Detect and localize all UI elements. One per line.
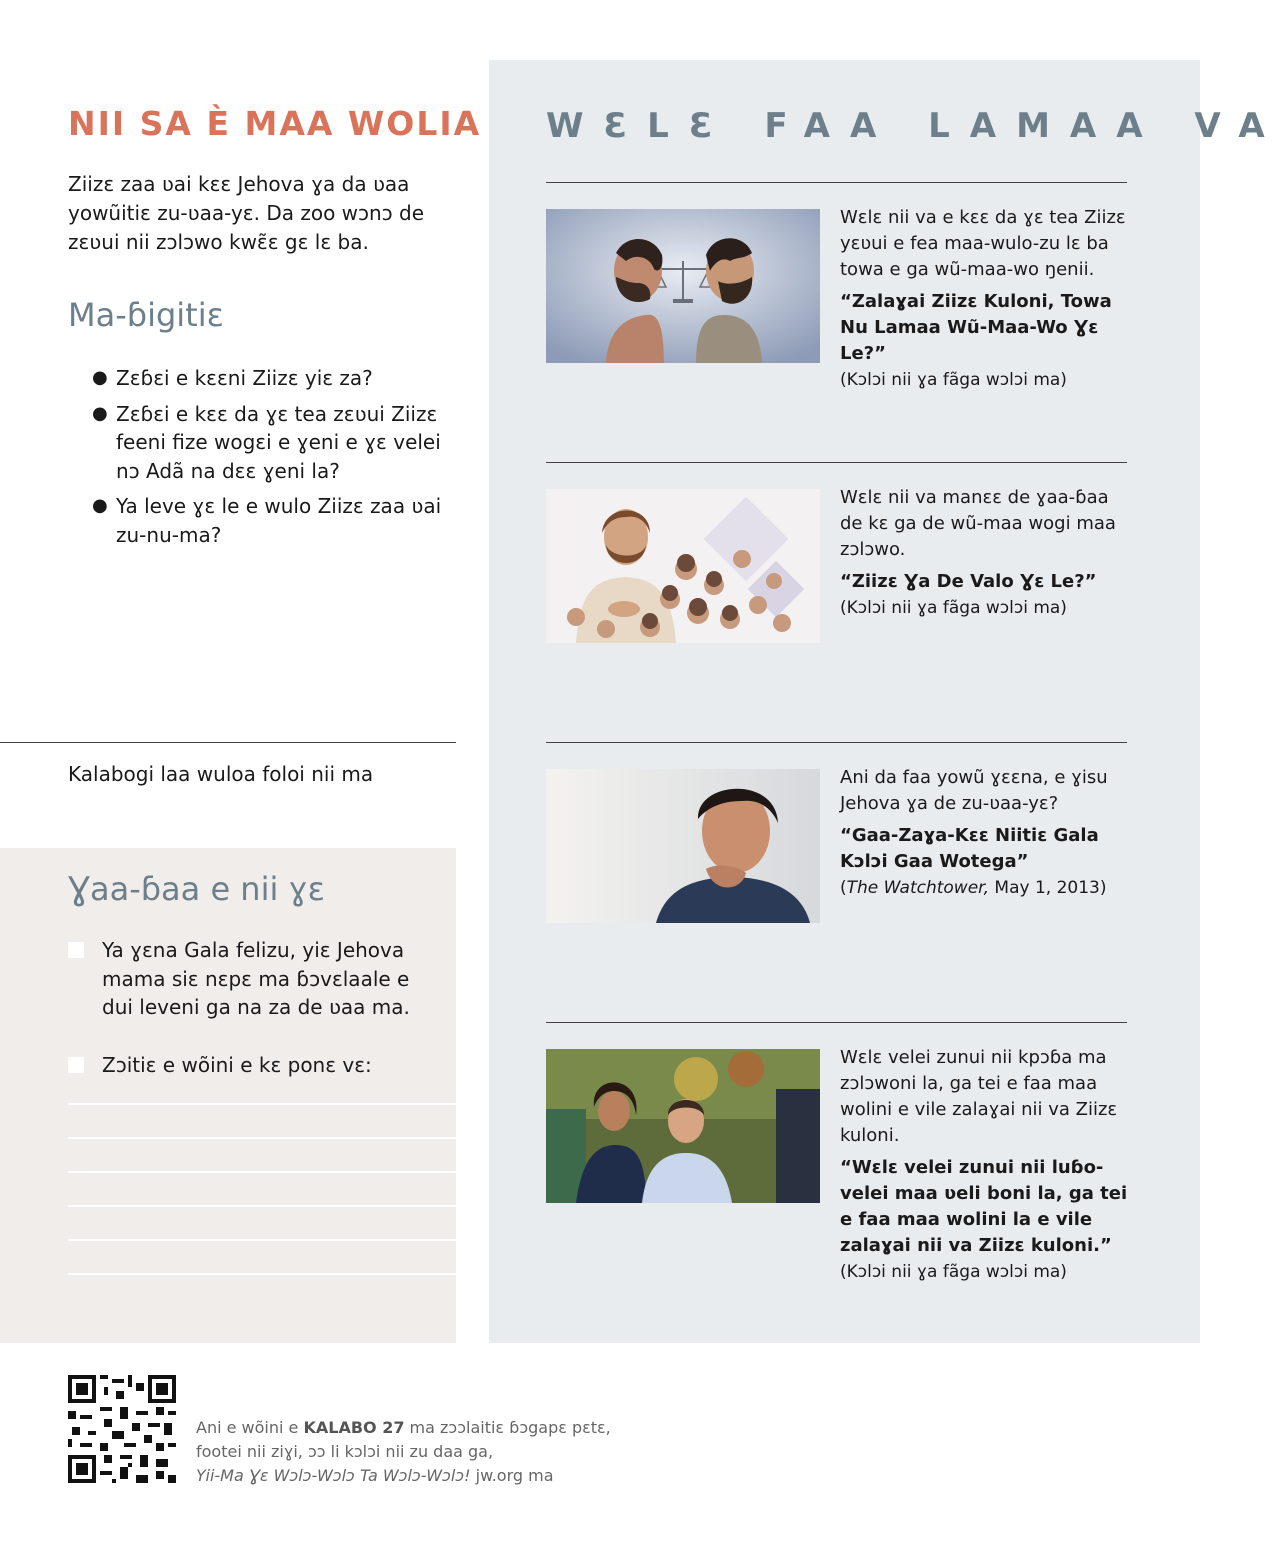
writing-line[interactable] <box>68 1171 456 1173</box>
divider <box>546 742 1127 743</box>
divider <box>546 1022 1127 1023</box>
group-conversation-image <box>546 1049 820 1203</box>
footer-line-text: Ani e wõini e <box>196 1418 304 1437</box>
explore-item-source <box>840 875 1135 901</box>
goal-item[interactable] <box>68 936 428 1022</box>
review-question-text: Zɛɓɛi e kɛɛ da ɣɛ tea zɛʋui Ziizɛ feeni fize wogɛi e ɣeni e ɣɛ velei nɔ Adã na dɛɛ ɣeni la? <box>116 401 441 483</box>
goal-item-text: Ya ɣɛna Gala felizu, yiɛ Jehova mama siɛ nɛpɛ ma ɓɔvɛlaale e dui leveni ga na za de ʋaa ma. <box>102 938 410 1019</box>
review-list <box>90 364 450 556</box>
goal-heading: Ɣaa-ɓaa e nii ɣɛ <box>68 870 325 908</box>
footer-line <box>196 1464 716 1488</box>
man-praying-image <box>546 769 820 923</box>
checkbox[interactable] <box>68 1057 84 1073</box>
explore-item-title[interactable]: “Ziizɛ Ɣa De Valo Ɣɛ Le?” <box>840 571 1097 592</box>
explore-item <box>840 765 1135 901</box>
footer-text <box>196 1416 716 1488</box>
summary-text: Ziizɛ zaa ʋai kɛɛ Jehova ɣa da ʋaa yowũitiɛ zu-ʋaa-yɛ. Da zoo wɔnɔ de zɛʋui nii zɔlɔwo kwɛ̃ɛ gɛ lɛ ba. <box>68 172 425 254</box>
review-question <box>90 400 450 486</box>
goal-item-text: Zɔitiɛ e wõini e kɛ ponɛ vɛ: <box>102 1053 372 1077</box>
qr-code-icon[interactable] <box>68 1375 176 1483</box>
notes-label: Kalabogi laa wuloa foloi nii ma <box>68 762 374 786</box>
explore-heading: WƐLƐ FAA LAMAA VA <box>546 106 1285 146</box>
source-publication: The Watchtower, <box>846 878 990 898</box>
goal-box <box>0 848 456 1343</box>
review-question <box>90 364 450 393</box>
review-question <box>90 492 450 549</box>
source-open: ( <box>840 878 847 898</box>
explore-item-source: (Kɔlɔi nii ɣa fãga wɔlɔi ma) <box>840 370 1067 390</box>
explore-item-desc: Wɛlɛ velei zunui nii kpɔɓa ma zɔlɔwoni la, ga tei e faa maa wolini e vile zalaɣai nii va Ziizɛ kuloni. <box>840 1047 1118 1146</box>
explore-item <box>840 205 1135 393</box>
explore-item <box>840 485 1135 621</box>
writing-line[interactable] <box>68 1137 456 1139</box>
writing-line[interactable] <box>68 1273 456 1275</box>
bullet-icon: ● <box>92 402 108 424</box>
writing-line[interactable] <box>68 1205 456 1207</box>
writing-line[interactable] <box>68 1239 456 1241</box>
explore-item-title[interactable]: “Gaa-Zaɣa-Kɛɛ Niitiɛ Gala Kɔlɔi Gaa Wotega” <box>840 825 1099 872</box>
explore-item-title[interactable]: “Zalaɣai Ziizɛ Kuloni, Towa Nu Lamaa Wũ-Maa-Wo Ɣɛ Le?” <box>840 291 1112 364</box>
source-date: May 1, 2013) <box>989 878 1107 898</box>
writing-line[interactable] <box>68 1103 456 1105</box>
footer-line: footei nii ziɣi, ɔɔ li kɔlɔi nii zu daa ga, <box>196 1442 494 1461</box>
explore-item-desc: Wɛlɛ nii va manɛɛ de ɣaa-ɓaa de kɛ ga de wũ-maa wogi maa zɔlɔwo. <box>840 487 1116 560</box>
footer-link[interactable]: jw.org ma <box>470 1466 554 1485</box>
checkbox[interactable] <box>68 942 84 958</box>
goal-item[interactable] <box>68 1051 428 1080</box>
footer-line-text: ma zɔɔlaitiɛ ɓɔgapɛ pɛtɛ, <box>404 1418 611 1437</box>
explore-item <box>840 1045 1135 1285</box>
explore-item-desc: Ani da faa yowũ ɣɛɛna, e ɣisu Jehova ɣa de zu-ʋaa-yɛ? <box>840 767 1108 814</box>
footer-book-title: Yii-Ma Ɣɛ Wɔlɔ-Wɔlɔ Ta Wɔlɔ-Wɔlɔ! <box>196 1466 471 1485</box>
bullet-icon: ● <box>92 367 108 388</box>
explore-item-source: (Kɔlɔi nii ɣa fãga wɔlɔi ma) <box>840 1262 1067 1282</box>
explore-item-title[interactable]: “Wɛlɛ velei zunui nii luɓo-velei maa ʋeli boni la, ga tei e faa maa wolini la e vile zalaɣai nii va Ziizɛ kuloni.” <box>840 1157 1128 1256</box>
divider <box>0 742 456 743</box>
bullet-icon: ● <box>92 495 108 516</box>
jesus-with-crowd-image <box>546 489 820 643</box>
footer-line <box>196 1416 716 1440</box>
review-heading: Ma-ɓigitiɛ <box>68 296 224 334</box>
jesus-and-adam-image <box>546 209 820 363</box>
footer-lesson-ref: KALABO 27 <box>303 1418 405 1437</box>
review-question-text: Ya leve ɣɛ le e wulo Ziizɛ zaa ʋai zu-nu-ma? <box>116 494 442 547</box>
summary-heading: NII SA È MAA WOLIA <box>68 104 482 143</box>
divider <box>546 182 1127 183</box>
review-question-text: Zɛɓɛi e kɛɛni Ziizɛ yiɛ za? <box>116 366 373 390</box>
explore-item-desc: Wɛlɛ nii va e kɛɛ da ɣɛ tea Ziizɛ yɛʋui e fea maa-wulo-zu lɛ ba towa e ga wũ-maa-wo ŋenii. <box>840 207 1126 280</box>
divider <box>546 462 1127 463</box>
explore-item-source: (Kɔlɔi nii ɣa fãga wɔlɔi ma) <box>840 598 1067 618</box>
